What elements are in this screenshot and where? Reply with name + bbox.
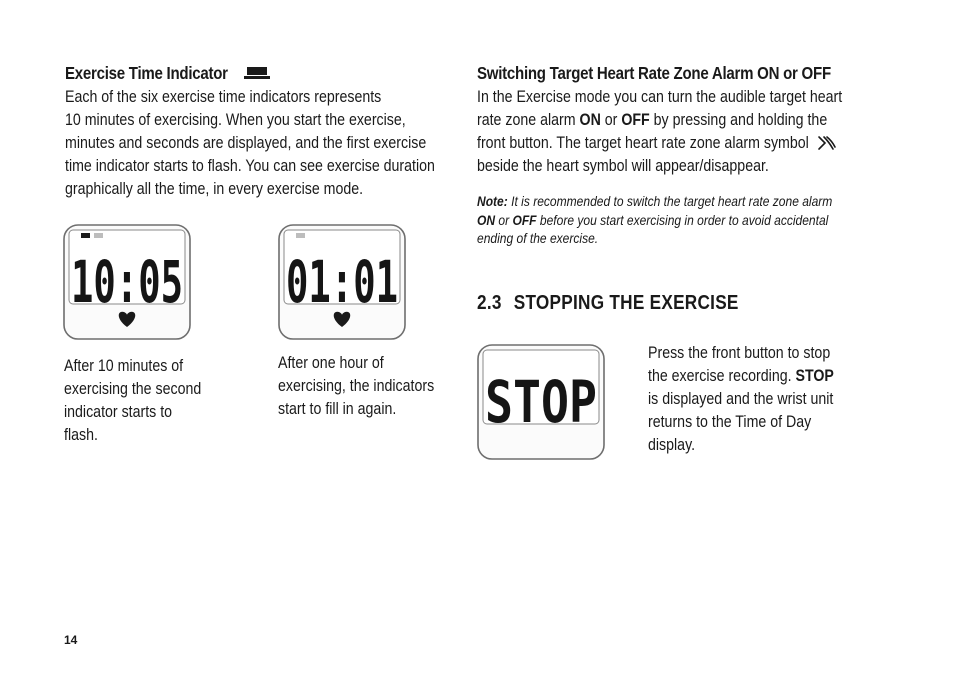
off-keyword: OFF: [512, 211, 537, 228]
page-number: 14: [64, 633, 78, 647]
time-indicator-2-flashing: [94, 233, 103, 238]
note-label: Note:: [477, 193, 508, 209]
exercise-time-indicator-icon: [244, 66, 270, 80]
section-title: STOPPING THE EXERCISE: [513, 292, 739, 314]
text-run: or: [600, 111, 622, 129]
caption-line: flash.: [64, 426, 98, 444]
caption-line: exercising the second: [64, 380, 202, 398]
caption-line: start to fill in again.: [278, 400, 397, 418]
intro-line: time indicator starts to flash. You can see exercise duration: [65, 157, 435, 175]
note-block: [477, 192, 873, 248]
time-indicator-1-flashing: [296, 233, 305, 238]
caption-line: After one hour of: [278, 354, 384, 372]
text-run: front button. The target heart rate zone alarm symbol: [477, 134, 809, 152]
caption-after-10-minutes: [64, 355, 219, 447]
intro-line: minutes and seconds are displayed, and the first exercise: [65, 134, 427, 152]
paragraph-line: In the Exercise mode you can turn the audible target heart: [477, 88, 843, 106]
display-01-01: [278, 224, 406, 340]
text-run: the exercise recording.: [648, 367, 796, 385]
on-keyword: ON: [477, 211, 496, 228]
paragraph-line: is displayed and the wrist unit: [648, 390, 834, 408]
on-keyword: ON: [579, 111, 601, 129]
display-digits: 01:01: [286, 248, 398, 316]
section-heading: [477, 292, 739, 315]
text-run: It is recommended to switch the target heart rate zone alarm: [507, 193, 833, 209]
text-run: or: [495, 211, 513, 228]
text-run: rate zone alarm: [477, 111, 580, 129]
note-line: [477, 211, 873, 230]
text-run: before you start exercising in order to avoid accidental: [536, 211, 829, 228]
section-number: 2.3: [477, 292, 502, 314]
stop-keyword: STOP: [795, 367, 834, 385]
off-keyword: OFF: [621, 111, 650, 129]
paragraph-line: display.: [648, 436, 696, 454]
zone-alarm-paragraph: [477, 86, 855, 178]
exercise-time-intro: [65, 86, 443, 201]
paragraph-line: Press the front button to stop: [648, 344, 831, 362]
time-indicator-1-filled: [81, 233, 90, 238]
caption-line: exercising, the indicators: [278, 377, 435, 395]
caption-after-one-hour: [278, 352, 450, 421]
intro-line: graphically all the time, in every exercise mode.: [65, 180, 364, 198]
exercise-time-indicator-heading: Exercise Time Indicator: [65, 63, 228, 83]
exercise-time-indicator-heading-row: [65, 63, 254, 84]
caption-line: After 10 minutes of: [64, 357, 184, 375]
intro-line: Each of the six exercise time indicators represents: [65, 88, 382, 106]
paragraph-line: returns to the Time of Day: [648, 413, 812, 431]
stop-paragraph: [648, 342, 846, 457]
text-run: by pressing and holding the: [649, 111, 828, 129]
display-stop: [477, 344, 605, 460]
zone-alarm-symbol-icon: [817, 135, 837, 151]
paragraph-line: [648, 365, 846, 388]
note-line: ending of the exercise.: [477, 230, 599, 246]
display-digits: 10:05: [71, 248, 183, 316]
display-10-05: [63, 224, 191, 340]
paragraph-line: beside the heart symbol will appear/disappear.: [477, 157, 769, 175]
paragraph-line: [477, 109, 855, 132]
display-stop-text: STOP: [485, 368, 597, 436]
paragraph-line: [477, 132, 855, 155]
intro-line: 10 minutes of exercising. When you start the exercise,: [65, 111, 406, 129]
zone-alarm-heading: Switching Target Heart Rate Zone Alarm ON or OFF: [477, 63, 831, 83]
caption-line: indicator starts to: [64, 403, 173, 421]
note-line: [477, 192, 873, 211]
